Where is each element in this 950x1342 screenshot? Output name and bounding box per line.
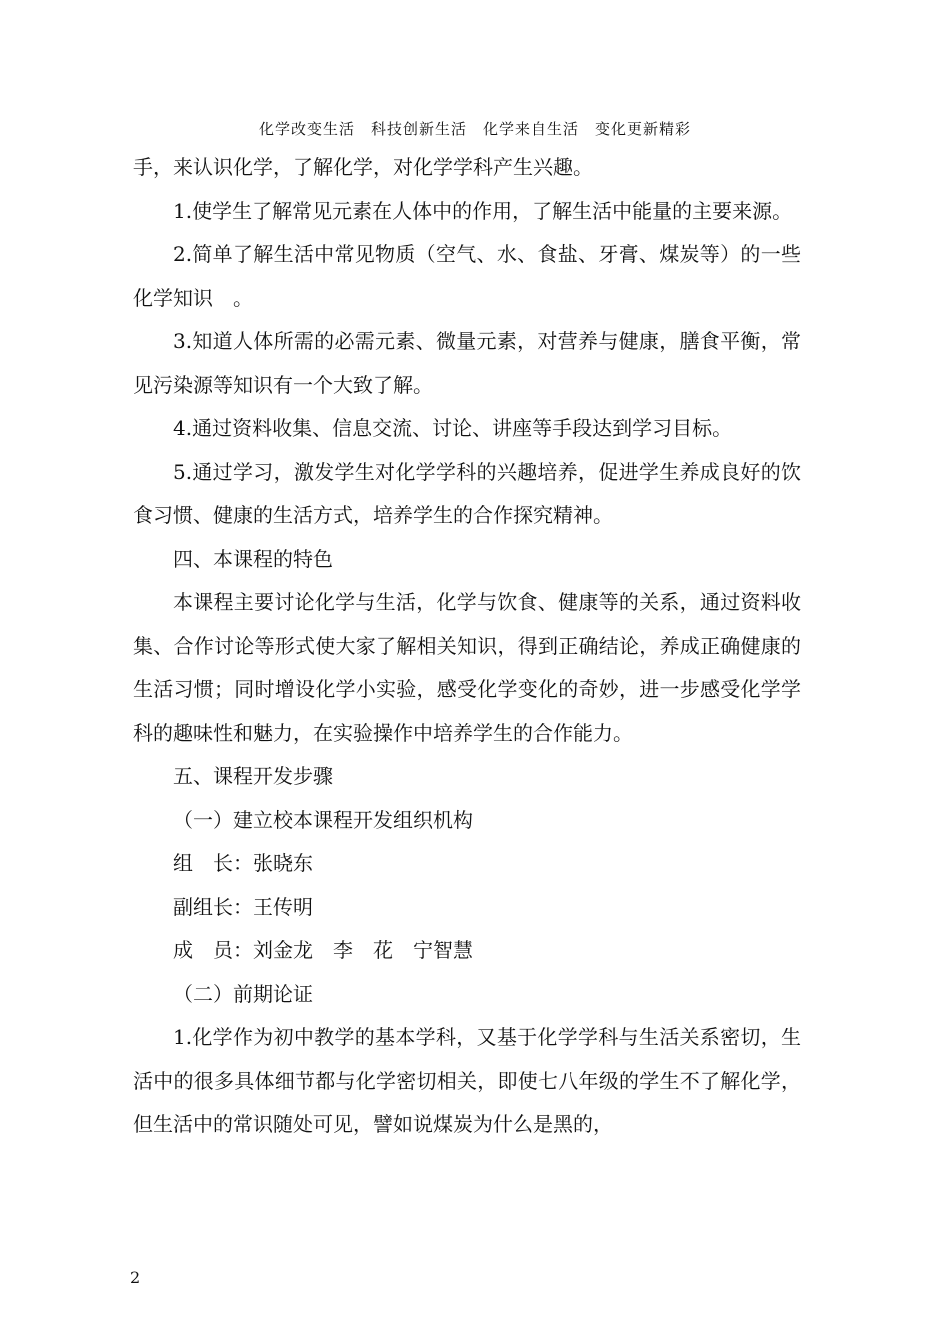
- paragraph: 1.化学作为初中教学的基本学科，又基于化学学科与生活关系密切，生活中的很多具体细节都与化学密切相关，即使七八年级的学生不了解化学，但生活中的常识随处可见，譬如说煤炭为什么是黑的，: [133, 1025, 801, 1136]
- document-body: [133, 146, 801, 1147]
- objective-5: 5.通过学习，激发学生对化学学科的兴趣培养，促进学生养成良好的饮食习惯、健康的生活方式，培养学生的合作探究精神。: [133, 459, 801, 527]
- deputy-leader-line: 副组长：王传明: [173, 894, 313, 919]
- paragraph: 本课程主要讨论化学与生活，化学与饮食、健康等的关系，通过资料收集、合作讨论等形式使大家了解相关知识，得到正确结论，养成正确健康的生活习惯；同时增设化学小实验，感受化学变化的奇妙，进一步感受化学学科的趣味性和魅力，在实验操作中培养学生的合作能力。: [133, 590, 801, 745]
- subsection-heading-1: （一）建立校本课程开发组织机构: [173, 807, 473, 832]
- paragraph: 手，来认识化学，了解化学，对化学学科产生兴趣。: [133, 155, 593, 179]
- objective-2: 2.简单了解生活中常见物质（空气、水、食盐、牙膏、煤炭等）的一些化学知识 。: [133, 242, 801, 310]
- subsection-heading-2: （二）前期论证: [173, 981, 313, 1006]
- page-number: 2: [130, 1268, 141, 1287]
- section-heading-5: 五、课程开发步骤: [173, 764, 333, 788]
- page-header: 化学改变生活 科技创新生活 化学来自生活 变化更新精彩: [258, 120, 691, 138]
- section-heading-4: 四、本课程的特色: [173, 546, 333, 571]
- leader-line: 组 长：张晓东: [173, 851, 313, 875]
- objective-1: 1.使学生了解常见元素在人体中的作用，了解生活中能量的主要来源。: [173, 198, 793, 223]
- objective-3: 3.知道人体所需的必需元素、微量元素，对营养与健康，膳食平衡，常见污染源等知识有一个大致了解。: [133, 329, 801, 397]
- objective-4: 4.通过资料收集、信息交流、讨论、讲座等手段达到学习目标。: [173, 416, 733, 440]
- members-line: 成 员：刘金龙 李 花 宁智慧: [173, 938, 473, 962]
